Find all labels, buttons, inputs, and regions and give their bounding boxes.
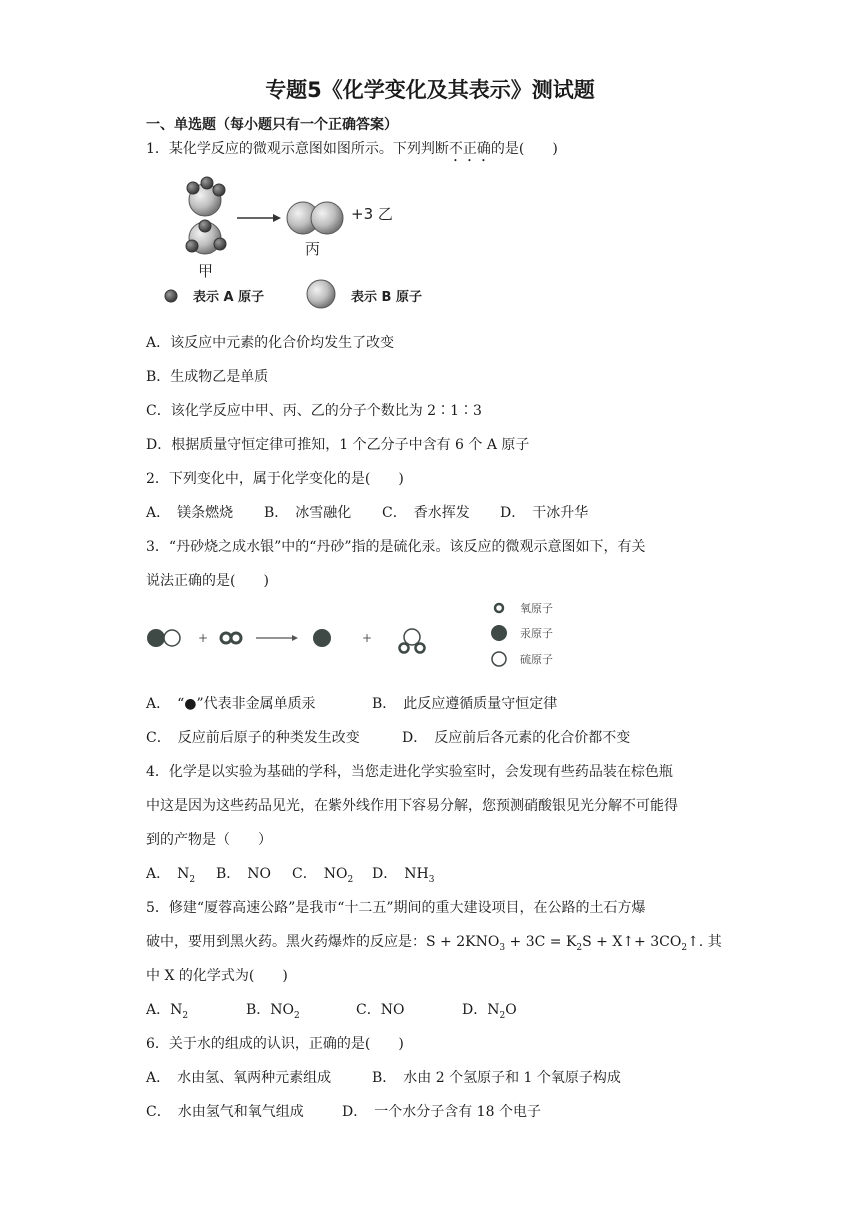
q1-option-d: D．根据质量守恒定律可推知，1 个乙分子中含有 6 个 A 原子 [146,437,530,453]
reactant-a-atom [199,220,211,232]
q4-stem-line1: 4．化学是以实验为基础的学科，当您走进化学实验室时，会发现有些药品装在棕色瓶 [146,764,673,780]
legend-mercury-label: 汞原子 [520,627,553,640]
reaction-arrow-head [273,214,281,222]
q2-options [146,502,588,522]
q5-option-a: A．$N_2$ [146,1002,189,1021]
reactant-a-atom [187,182,199,194]
q4-option-a: A． $N_2$ [146,866,196,885]
legend-oxygen-atom [495,604,503,612]
q4-options [146,863,434,885]
legend-a-atom [165,290,177,302]
q1-option-b: B．生成物乙是单质 [146,369,269,385]
q1-stem-text: 1．某化学反应的微观示意图如图所示。下列判断 [146,141,449,157]
legend-mercury-atom [491,625,507,641]
q2-option-d: D． 干冰升华 [500,505,589,521]
reactant-a-atom [186,240,198,252]
q5-stem-line1: 5．修建“厦蓉高速公路”是我市“十二五”期间的重大建设项目，在公路的土石方爆 [146,900,646,916]
q1-stem-tail: 的是( ) [490,141,558,157]
legend-sulfur-label: 硫原子 [520,653,553,666]
section-heading: 一、单选题（每小题只有一个正确答案） [146,117,398,133]
q6-option-b: B． 水由 2 个氢原子和 1 个氧原子构成 [372,1070,621,1086]
plus-sign: + [198,631,209,645]
q3-stem-line2: 说法正确的是( ) [146,573,269,589]
sulfur-atom [404,629,420,645]
q2-stem: 2．下列变化中，属于化学变化的是( ) [146,471,404,487]
product-b-atom [311,202,343,234]
mercury-atom [147,629,165,647]
q6-options-row1 [146,1067,621,1087]
legend-b-atom [307,280,335,308]
legend-a-label: 表示 A 原子 [193,290,265,305]
q4-option-c: C． $NO_2$ [292,866,354,885]
q3-options-row1 [146,693,557,713]
q2-option-b: B． 冰雪融化 [264,505,352,521]
q4-stem-line2: 中这是因为这些药品见光，在紫外线作用下容易分解，您预测硝酸银见光分解不可能得 [146,798,678,814]
page-title: 专题5《化学变化及其表示》测试题 [265,78,595,102]
plus-3-yi-label: +3 乙 [351,205,393,223]
mercury-atom [313,629,331,647]
reaction-arrow-head [292,635,298,641]
q4-option-b: B． NO [216,866,272,882]
legend-oxygen-label: 氧原子 [520,602,553,615]
q2-option-c: C． 香水挥发 [382,505,470,521]
reactant-a-atom [213,184,225,196]
q6-options-row2 [146,1101,541,1121]
oxygen-atom [416,644,425,653]
legend-b-label: 表示 B 原子 [351,290,422,305]
legend-sulfur-atom [492,652,506,666]
product-label: 丙 [305,240,321,258]
q6-option-d: D． 一个水分子含有 18 个电子 [342,1104,541,1120]
plus-sign: + [362,631,373,645]
q6-option-c: C． 水由氢气和氧气组成 [146,1104,304,1120]
oxygen-atom [231,633,241,643]
q3-option-c: C． 反应前后原子的种类发生改变 [146,730,360,746]
oxygen-atom [400,644,409,653]
q4-option-d: D． $NH_3$ [372,866,435,885]
q1-reaction-figure [155,172,445,312]
reactant-a-atom [201,177,213,189]
q3-stem-line1: 3．“丹砂烧之成水银”中的“丹砂”指的是硫化汞。该反应的微观示意图如下，有关 [146,539,646,555]
q3-option-a: A． “●”代表非金属单质汞 [146,696,316,712]
q1-option-a: A．该反应中元素的化合价均发生了改变 [146,335,395,351]
q3-options-row2 [146,727,630,747]
q3-option-b: B． 此反应遵循质量守恒定律 [372,696,558,712]
q5-option-d: D．$N_2O$ [462,1002,517,1021]
q6-option-a: A． 水由氢、氧两种元素组成 [146,1070,332,1086]
q5-option-b: B．$NO_2$ [246,1002,300,1021]
q1-option-c: C．该化学反应中甲、丙、乙的分子个数比为 2∶1∶3 [146,403,482,419]
q5-option-c: C．NO [356,1002,405,1018]
q1-stem-emphasis: 不正确 [448,141,491,157]
q3-option-d: D． 反应前后各元素的化合价都不变 [402,730,631,746]
q4-stem-line3: 到的产物是（ ） [146,832,272,848]
reactant-a-atom [214,238,226,250]
q5-stem-line3: 中 X 的化学式为( ) [146,968,288,984]
sulfur-atom [164,630,180,646]
q5-options [146,999,517,1021]
reactant-label: 甲 [198,262,214,280]
q2-option-a: A． 镁条燃烧 [146,505,234,521]
q5-stem-line2: 破中，要用到黑火药。黑火药爆炸的反应是：$S + 2KNO_3 + 3C = K_2S$ + X↑+ $3CO_2↑$. 其 [146,934,722,953]
q6-stem: 6．关于水的组成的认识，正确的是( ) [146,1036,404,1052]
q3-reaction-figure [140,596,580,674]
q1-stem [146,138,558,165]
